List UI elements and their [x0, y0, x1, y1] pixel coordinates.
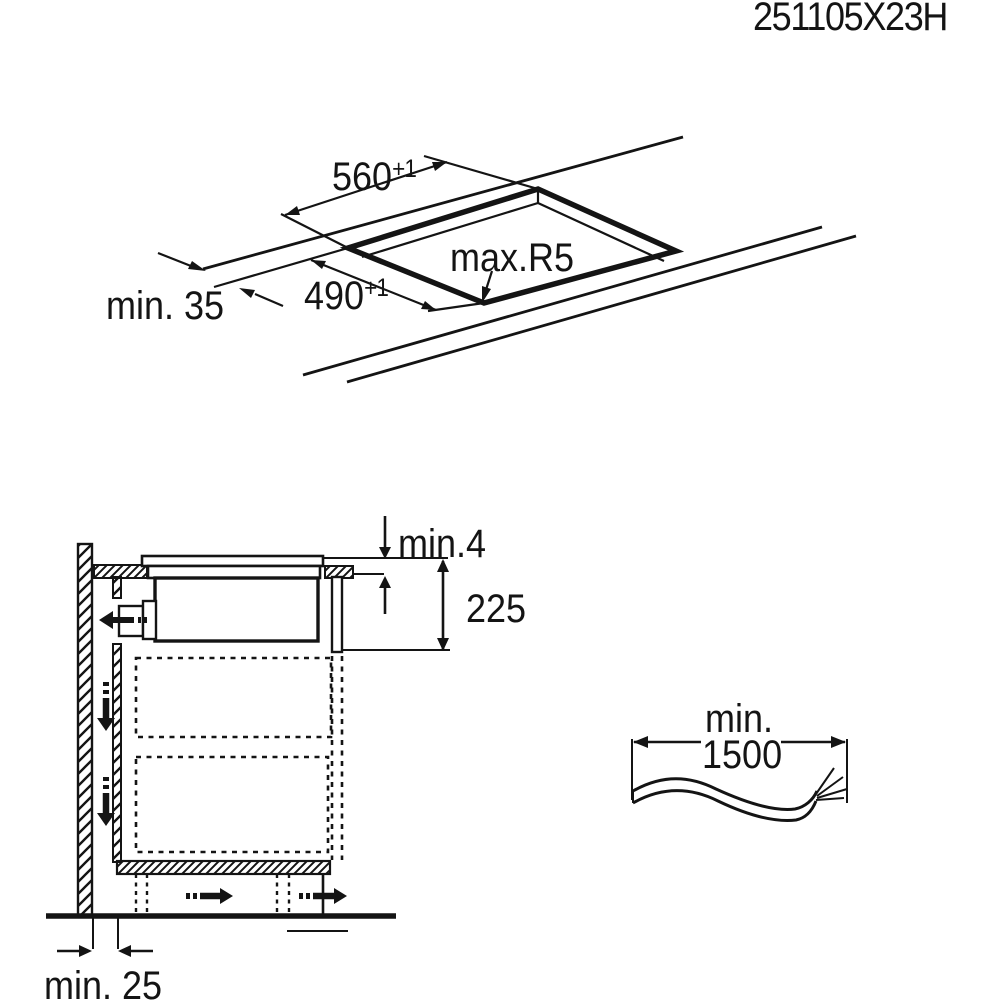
corner-radius-label: max.R5: [450, 236, 575, 280]
installation-depth-dimension: [342, 559, 450, 651]
cabinet-side-dashed: [332, 656, 342, 860]
hob-body: [155, 578, 318, 641]
airflow-out-arrow-1: [186, 888, 233, 904]
model-code-label: 251105X23H: [753, 0, 948, 39]
wall: [78, 544, 92, 916]
wall-batten-lower: [113, 644, 121, 862]
cutout-width-tolerance: +1: [392, 155, 416, 183]
hob-glass-plate: [142, 556, 323, 566]
cabinet-side-section-view: [46, 516, 450, 957]
wall-batten-upper: [113, 577, 121, 598]
cutout-depth-label: [304, 276, 388, 316]
drawer-outline-2: [136, 757, 328, 852]
installation-depth-label: 225: [466, 587, 527, 631]
cutout-depth-value: 490: [304, 274, 365, 318]
surface-gap-label: min.4: [398, 522, 487, 566]
cable-length-label: 1500: [702, 733, 783, 777]
cutout-width-value: 560: [332, 155, 393, 199]
wall-clearance-dimension: [57, 917, 153, 957]
cabinet-bottom-shelf: [117, 861, 330, 874]
cable-min-label: min.: [705, 697, 774, 741]
cutout-width-label: [332, 157, 416, 197]
cabinet-side-panel: [332, 577, 342, 652]
cutout-depth-tolerance: +1: [364, 274, 388, 302]
cable-wire-ends: [816, 768, 847, 800]
rear-clearance-label: min. 35: [106, 284, 225, 328]
hob-flange: [148, 566, 320, 578]
drawer-outline-1: [136, 658, 331, 737]
wall-clearance-label: min. 25: [44, 964, 163, 1008]
